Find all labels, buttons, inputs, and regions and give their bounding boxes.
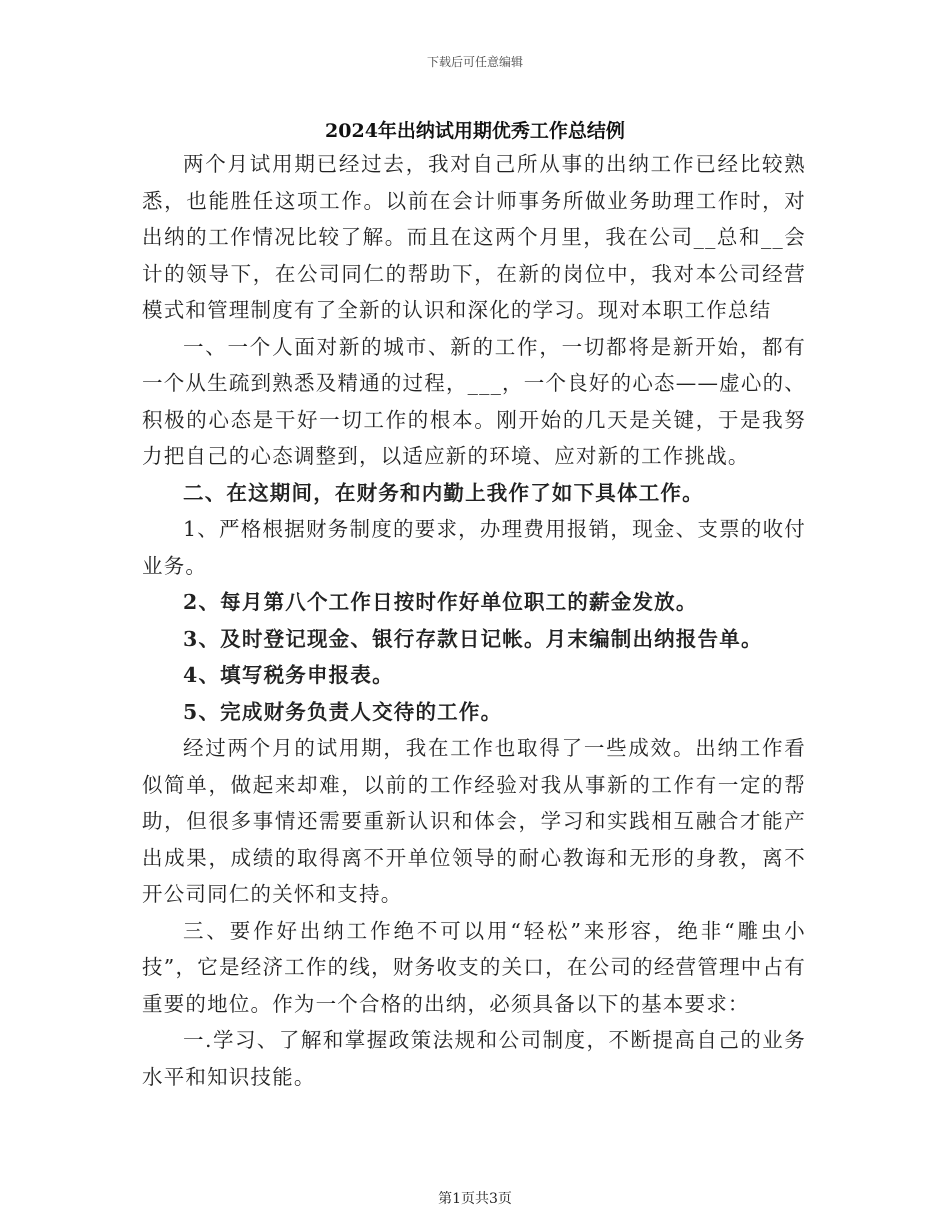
paragraph-requirement-1: 一.学习、了解和掌握政策法规和公司制度，不断提高自己的业务水平和知识技能。 [142,1028,806,1089]
paragraph-section-1: 一、一个人面对新的城市、新的工作，一切都将是新开始，都有一个从生疏到熟悉及精通的过程，___，一个良好的心态——虚心的、积极的心态是干好一切工作的根本。刚开始的几天是关键，于是我努力把自己的心态调整到，以适应新的环境、应对新的工作挑战。 [142,334,806,468]
paragraph-results: 经过两个月的试用期，我在工作也取得了一些成效。出纳工作看似简单，做起来却难，以前的工作经验对我从事新的工作有一定的帮助，但很多事情还需要重新认识和体会，学习和实践相互融合才能产出成果，成绩的取得离不开单位领导的耐心教诲和无形的身教，离不开公司同仁的关怀和支持。 [142,736,806,906]
paragraph-item-5: 5、完成财务负责人交待的工作。 [183,699,503,724]
page-footer: 第1页共3页 [438,1191,512,1207]
paragraph-intro: 两个月试用期已经过去，我对自己所从事的出纳工作已经比较熟悉，也能胜任这项工作。以前在会计师事务所做业务助理工作时，对出纳的工作情况比较了解。而且在这两个月里，我在公司__总和__会计的领导下，在公司同仁的帮助下，在新的岗位中，我对本公司经营模式和管理制度有了全新的认识和深化的学习。现对本职工作总结 [142,152,806,322]
paragraph-item-1: 1、严格根据财务制度的要求，办理费用报销，现金、支票的收付业务。 [142,517,806,578]
paragraph-section-3: 三、要作好出纳工作绝不可以用“轻松”来形容，绝非“雕虫小技”，它是经济工作的线，财务收支的关口，在公司的经营管理中占有重要的地位。作为一个合格的出纳，必须具备以下的基本要求： [142,918,806,1016]
paragraph-item-4: 4、填写税务申报表。 [183,663,394,687]
document-body [142,146,806,1095]
paragraph-section-2-heading: 二、在这期间，在财务和内勤上我作了如下具体工作。 [183,480,704,505]
paragraph-item-2: 2、每月第八个工作日按时作好单位职工的薪金发放。 [183,590,698,614]
document-title: 2024年出纳试用期优秀工作总结例 [325,120,625,142]
paragraph-item-3: 3、及时登记现金、银行存款日记帐。月末编制出纳报告单。 [183,626,763,651]
header-note: 下载后可任意编辑 [426,55,523,69]
